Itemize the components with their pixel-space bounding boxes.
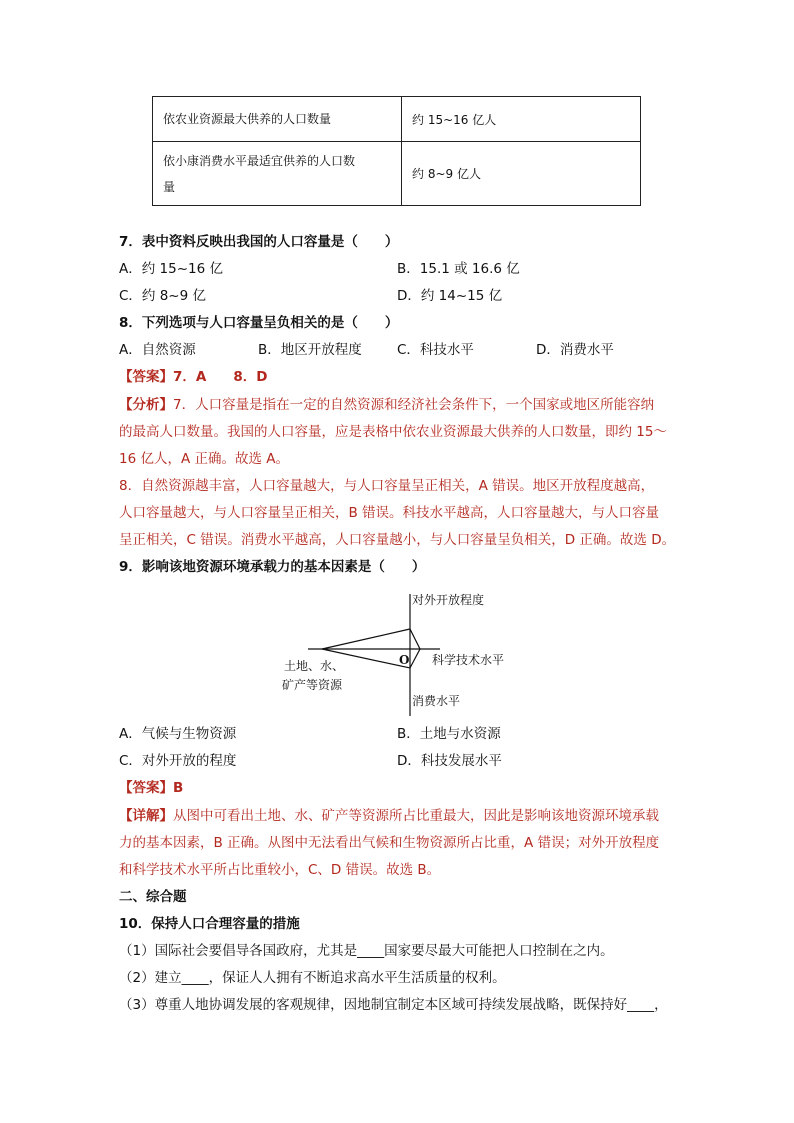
table-row bbox=[153, 142, 641, 206]
q8-stem: 8．下列选项与人口容量呈负相关的是（ ） bbox=[119, 315, 399, 331]
q9-stem: 9．影响该地资源环境承载力的基本因素是（ ） bbox=[119, 559, 426, 575]
q9-option-d: D．科技发展水平 bbox=[397, 753, 502, 769]
bottom-axis-label: 消费水平 bbox=[412, 694, 461, 708]
detail-line: 【详解】从图中可看出土地、水、矿产等资源所占比重最大，因此是影响该地资源环境承载 bbox=[119, 808, 659, 824]
q10-stem: 10．保持人口合理容量的措施 bbox=[119, 916, 300, 932]
right-axis-label: 科学技术水平 bbox=[432, 653, 505, 667]
resource-carrying-capacity-diagram bbox=[270, 588, 530, 720]
origin-label: O bbox=[399, 653, 410, 667]
q10-item-3: （3）尊重人地协调发展的客观规律，因地制宜制定本区域可持续发展战略，既保持好____， bbox=[119, 997, 668, 1013]
analysis-line: 【分析】7．人口容量是指在一定的自然资源和经济社会条件下，一个国家或地区所能容纳 bbox=[119, 397, 655, 413]
q10-item-2: （2）建立____，保证人人拥有不断追求高水平生活质量的权利。 bbox=[119, 970, 506, 986]
table-cell-value: 约 8~9 亿人 bbox=[402, 142, 641, 206]
top-axis-label: 对外开放程度 bbox=[412, 593, 485, 607]
q8-option-a: A．自然资源 bbox=[119, 342, 196, 358]
analysis-line: 的最高人口数量。我国的人口容量，应是表格中依农业资源最大供养的人口数量，即约 15～ bbox=[119, 424, 667, 440]
analysis-line: 16 亿人，A 正确。故选 A。 bbox=[119, 451, 290, 467]
table-cell-label: 依农业资源最大供养的人口数量 bbox=[153, 97, 402, 142]
q8-option-c: C．科技水平 bbox=[397, 342, 474, 358]
table-row bbox=[153, 97, 641, 142]
q9-option-b: B．土地与水资源 bbox=[397, 726, 501, 742]
table-cell-label: 依小康消费水平最适宜供养的人口数 量 bbox=[153, 142, 402, 206]
q8-option-d: D．消费水平 bbox=[536, 342, 614, 358]
analysis-line: 人口容量越大，与人口容量呈正相关，B 错误。科技水平越高，人口容量越大，与人口容量 bbox=[119, 505, 660, 521]
q8-option-b: B．地区开放程度 bbox=[258, 342, 362, 358]
q7-option-c: C．约 8~9 亿 bbox=[119, 288, 206, 304]
detail-line: 力的基本因素，B 正确。从图中无法看出气候和生物资源所占比重，A 错误；对外开放程度 bbox=[119, 835, 660, 851]
table-cell-value: 约 15~16 亿人 bbox=[402, 97, 641, 142]
section-title: 二、综合题 bbox=[119, 889, 187, 905]
left-label-line1: 土地、水、 bbox=[284, 659, 345, 673]
left-label-line2: 矿产等资源 bbox=[282, 678, 343, 692]
q7-option-d: D．约 14~15 亿 bbox=[397, 288, 503, 304]
population-table bbox=[152, 96, 641, 206]
answer-9: 【答案】B bbox=[119, 780, 184, 796]
analysis-line: 8．自然资源越丰富，人口容量越大，与人口容量呈正相关，A 错误。地区开放程度越高， bbox=[119, 478, 655, 494]
q10-item-1: （1）国际社会要倡导各国政府，尤其是____国家要尽最大可能把人口控制在之内。 bbox=[119, 943, 614, 959]
analysis-line: 呈正相关，C 错误。消费水平越高，人口容量越小，与人口容量呈负相关，D 正确。故选 D。 bbox=[119, 532, 676, 548]
q7-stem: 7．表中资料反映出我国的人口容量是（ ） bbox=[119, 234, 399, 250]
q9-option-a: A．气候与生物资源 bbox=[119, 726, 237, 742]
q7-option-b: B．15.1 或 16.6 亿 bbox=[397, 261, 520, 277]
answer-7-8: 【答案】7．A 8．D bbox=[119, 369, 268, 385]
detail-line: 和科学技术水平所占比重较小，C、D 错误。故选 B。 bbox=[119, 862, 441, 878]
q7-option-a: A．约 15~16 亿 bbox=[119, 261, 223, 277]
q9-option-c: C．对外开放的程度 bbox=[119, 753, 237, 769]
